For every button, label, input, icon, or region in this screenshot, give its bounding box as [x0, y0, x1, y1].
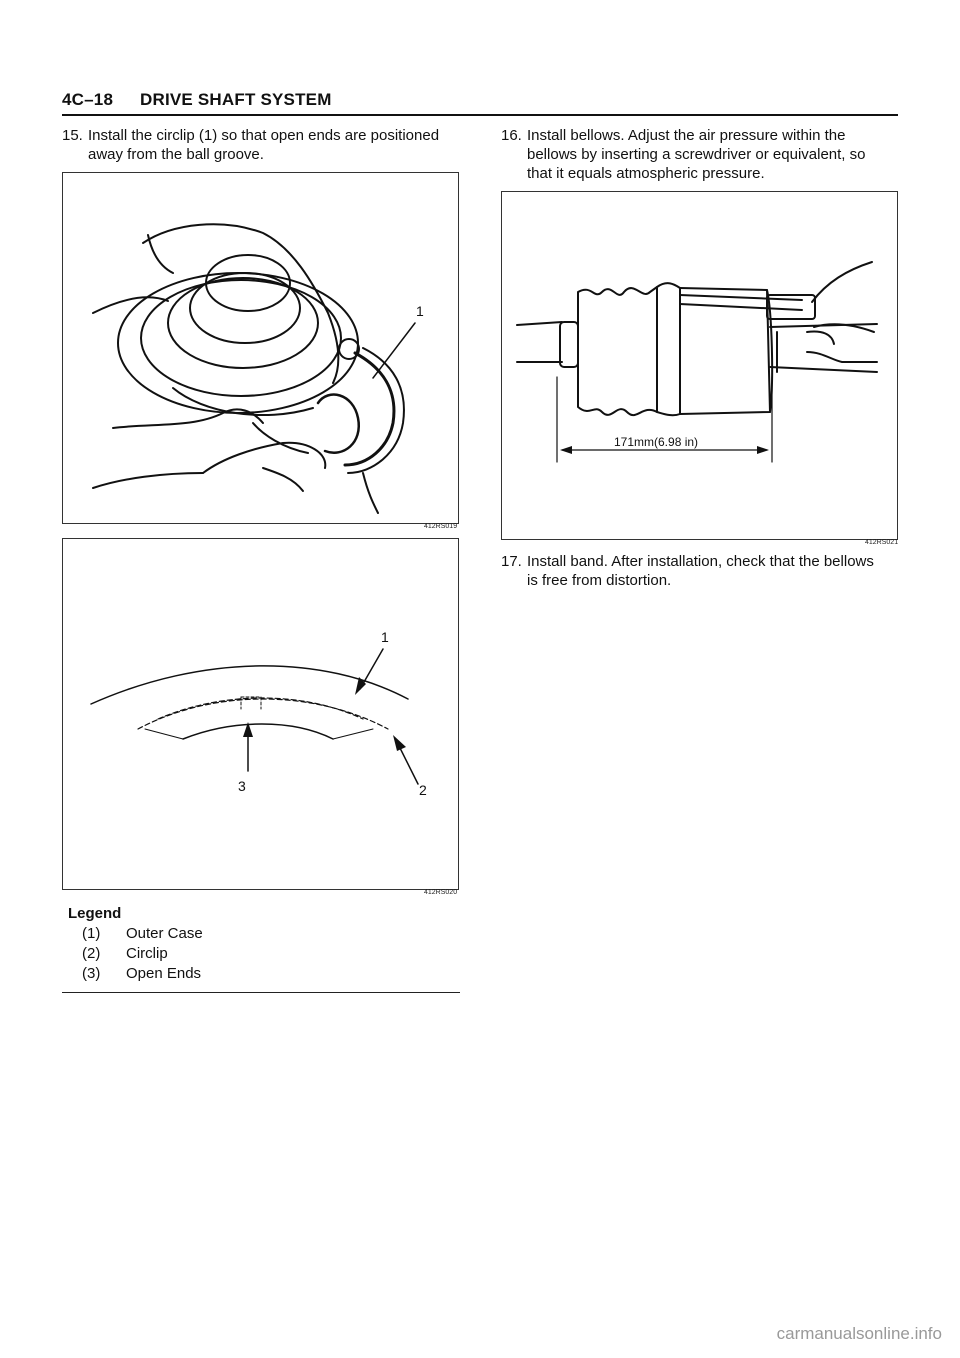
fig3-code: 412RS021	[865, 539, 899, 546]
step-number: 16.	[501, 127, 522, 144]
step-16	[501, 126, 899, 183]
page-header	[62, 90, 332, 110]
figure-bellows-length	[501, 191, 898, 540]
step-text: Install band. After installation, check that the bellows is free from distortion.	[527, 553, 874, 589]
fig2-code: 412RS020	[424, 889, 458, 896]
fig1-callout-1: 1	[416, 303, 424, 319]
fig2-callout-3: 3	[238, 778, 246, 794]
legend-item: (3) Open Ends	[82, 965, 202, 982]
header-rule	[62, 114, 898, 116]
figure-circlip-detail	[62, 538, 459, 890]
circlip-install-illustration	[63, 173, 458, 523]
legend-title: Legend	[68, 905, 122, 922]
bellows-dimension-label: 171mm(6.98 in)	[614, 435, 699, 449]
fig1-code: 412RS019	[424, 523, 458, 530]
figure-circlip-install	[62, 172, 459, 524]
fig2-callout-2: 2	[419, 782, 427, 798]
step-text: Install bellows. Adjust the air pressure within the bellows by inserting a screwdriver or equivalent, so that it equals atmospheric pressure.	[527, 127, 866, 182]
section-title: DRIVE SHAFT SYSTEM	[140, 90, 332, 109]
legend	[68, 904, 448, 984]
step-17	[501, 552, 899, 590]
legend-item: (1) Outer Case	[82, 925, 203, 942]
section-number: 4C–18	[62, 90, 114, 109]
bellows-length-diagram	[502, 192, 897, 539]
step-text: Install the circlip (1) so that open ends are positioned away from the ball groove.	[88, 127, 440, 163]
step-number: 17.	[501, 553, 522, 570]
step-15	[62, 126, 462, 164]
legend-rule	[62, 992, 460, 993]
circlip-detail-diagram	[63, 539, 458, 889]
fig2-callout-1: 1	[381, 629, 389, 645]
step-number: 15.	[62, 127, 83, 144]
watermark: carmanualsonline.info	[776, 1324, 942, 1343]
legend-item: (2) Circlip	[82, 945, 168, 962]
